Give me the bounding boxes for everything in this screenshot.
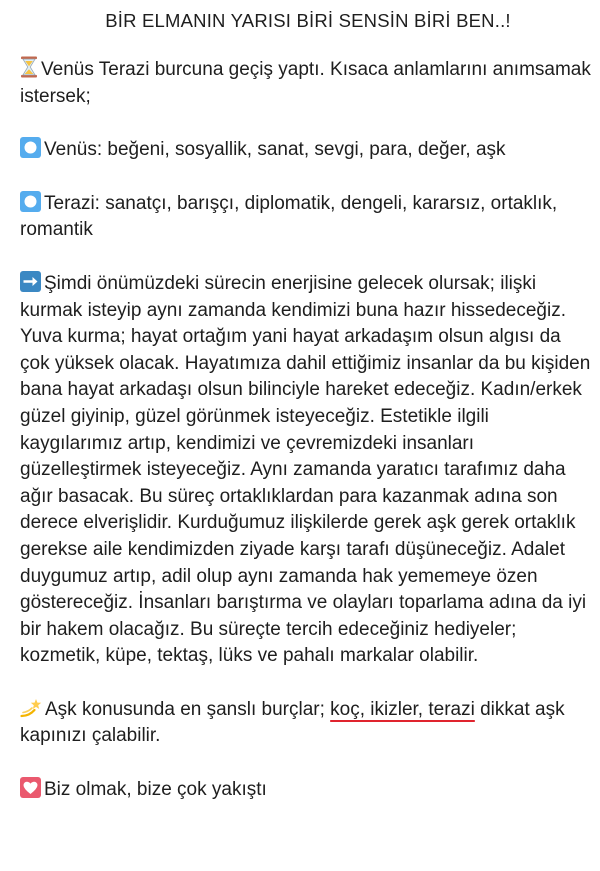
dizzy-star-icon: [20, 697, 42, 718]
venus-paragraph: [20, 137, 592, 164]
lucky-after-text: dikkat aşk kapınızı çalabilir.: [20, 698, 565, 747]
closing-paragraph: [20, 777, 592, 804]
lucky-signs-paragraph: [20, 697, 592, 750]
white-circle-icon: [20, 191, 41, 212]
intro-text: Venüs Terazi burcuna geçiş yaptı. Kısaca anlamlarını anımsamak istersek;: [20, 59, 591, 107]
intro-paragraph: [20, 56, 592, 110]
white-circle-icon: [20, 137, 41, 158]
closing-text: Biz olmak, bize çok yakıştı: [44, 779, 267, 801]
post-title: BİR ELMANIN YARISI BİRİ SENSİN BİRİ BEN..!: [105, 10, 511, 31]
terazi-text: Terazi: sanatçı, barışçı, diplomatik, dengeli, kararsız, ortaklık, romantik: [20, 192, 558, 241]
heart-icon: [20, 777, 41, 798]
lucky-before-text: Aşk konusunda en şanslı burçlar;: [45, 698, 331, 720]
post-content: [20, 8, 592, 831]
hourglass-icon: [20, 56, 38, 78]
venus-text: Venüs: beğeni, sosyallik, sanat, sevgi, para, değer, aşk: [44, 139, 506, 161]
terazi-paragraph: [20, 191, 592, 244]
body-paragraph: [20, 271, 592, 670]
highlighted-signs: koç, ikizler, terazi: [330, 698, 475, 720]
body-text: Şimdi önümüzdeki sürecin enerjisine gelecek olursak; ilişki kurmak isteyip aynı zamanda kendimizi buna hazır hissedeceğiz. Yuva kurma; hayat ortağım yani hayat arkadaşım olsun algısı da çok yüksek olacak. Hayatımıza dahil ettiğimiz insanlar da bu kişiden bana hayat arkadaşı olsun bilinciyle hareket edeceğiz. Kadın/erkek güzel giyinip, güzel görünmek isteyeceğiz. Estetikle ilgili kaygılarımız artıp, kendimizi ve çevremizdeki insanları güzelleştirmek isteyeceğiz. Aynı zamanda yaratıcı tarafımız daha ağır basacak. Bu süreç ortaklıklardan para kazanmak adına son derece elverişlidir. Kurduğumuz ilişkilerde gerek aşk gerek ortaklık gerekse aile kendimizden ziyade karşı tarafı düşüneceğiz. Adalet duygumuz artıp, adil olup aynı zamanda hak yememeye özen göstereceğiz. İnsanları barıştırma ve olayları toparlama adına da iyi bir hakem olacağız. Bu süreçte tercih edeceğiniz hediyeler; kozmetik, küpe, tektaş, lüks ve pahalı markalar olabilir.: [20, 272, 591, 667]
right-arrow-icon: [20, 271, 41, 292]
